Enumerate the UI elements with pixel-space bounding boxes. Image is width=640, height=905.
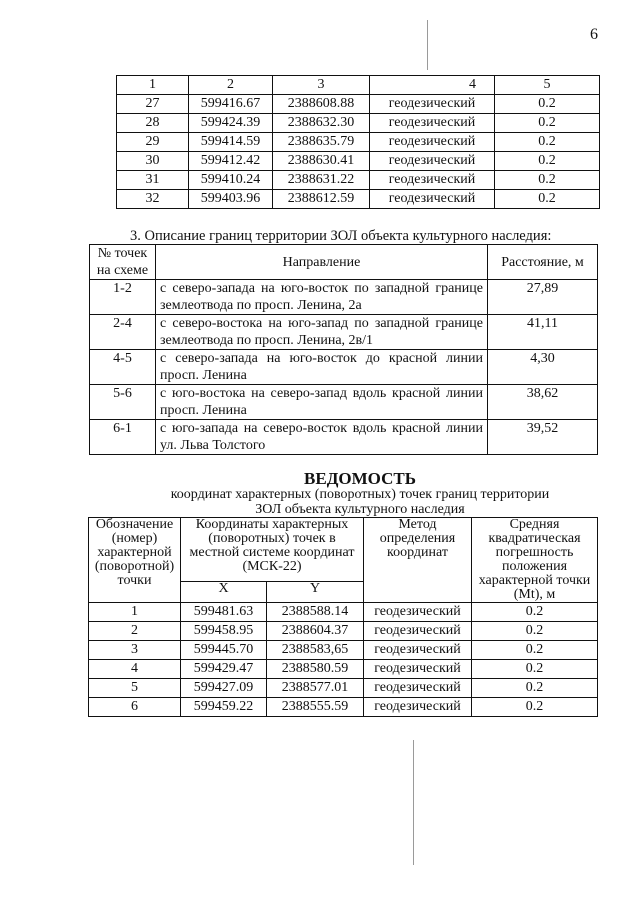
point-number-cell: 1 <box>89 603 181 622</box>
method-cell: геодезический <box>364 679 472 698</box>
method-cell: геодезический <box>364 603 472 622</box>
point-number-cell: 28 <box>117 114 189 133</box>
method-cell: геодезический <box>370 171 495 190</box>
column-number-cell: 2 <box>189 76 273 95</box>
point-number-cell: 32 <box>117 190 189 209</box>
y-coordinate-cell: 2388580.59 <box>267 660 364 679</box>
coordinates-header: Координаты характерных (поворотных) точек в местной системе координат (МСК-22) <box>181 518 364 582</box>
y-coordinate-cell: 2388632.30 <box>273 114 370 133</box>
direction-cell: с юго-запада на северо-восток вдоль красной линии ул. Льва Толстого <box>156 420 488 455</box>
method-cell: геодезический <box>370 190 495 209</box>
scan-artifact-line <box>413 740 414 865</box>
column-number-cell: 3 <box>273 76 370 95</box>
error-cell: 0.2 <box>472 641 598 660</box>
point-number-cell: 2 <box>89 622 181 641</box>
y-coordinate-cell: 2388555.59 <box>267 698 364 717</box>
method-cell: геодезический <box>370 95 495 114</box>
error-cell: 0.2 <box>495 152 600 171</box>
x-header: X <box>181 582 267 603</box>
point-number-cell: 4 <box>89 660 181 679</box>
method-cell: геодезический <box>370 152 495 171</box>
table-row <box>89 698 598 717</box>
points-cell: 1-2 <box>90 280 156 315</box>
table-row <box>89 660 598 679</box>
y-header: Y <box>267 582 364 603</box>
statement-title-block <box>0 470 640 517</box>
error-cell: 0.2 <box>495 190 600 209</box>
designation-header: Обозначение (номер) характерной (поворотной) точки <box>89 518 181 603</box>
table-row <box>90 280 598 315</box>
x-coordinate-cell: 599424.39 <box>189 114 273 133</box>
x-coordinate-cell: 599416.67 <box>189 95 273 114</box>
x-coordinate-cell: 599403.96 <box>189 190 273 209</box>
boundary-description-table <box>89 244 598 455</box>
direction-header: Направление <box>156 245 488 280</box>
y-coordinate-cell: 2388635.79 <box>273 133 370 152</box>
points-cell: 5-6 <box>90 385 156 420</box>
page-number: 6 <box>590 26 598 43</box>
points-cell: 4-5 <box>90 350 156 385</box>
y-coordinate-cell: 2388630.41 <box>273 152 370 171</box>
y-coordinate-cell: 2388608.88 <box>273 95 370 114</box>
distance-cell: 41,11 <box>488 315 598 350</box>
point-number-cell: 6 <box>89 698 181 717</box>
table-row <box>117 152 600 171</box>
table-row <box>90 420 598 455</box>
point-number-cell: 5 <box>89 679 181 698</box>
distance-cell: 39,52 <box>488 420 598 455</box>
coordinates-table-continued <box>116 75 600 209</box>
point-number-cell: 29 <box>117 133 189 152</box>
statement-subtitle: координат характерных (поворотных) точек границ территории <box>170 487 550 502</box>
table-header-row <box>90 245 598 280</box>
table-row <box>117 95 600 114</box>
points-header: № точек на схеме <box>90 245 156 280</box>
table-row <box>90 315 598 350</box>
table-row <box>90 385 598 420</box>
table-header-row <box>89 518 598 582</box>
direction-cell: с северо-запада на юго-восток по западной границе землеотвода по просп. Ленина, 2а <box>156 280 488 315</box>
column-number-cell: 1 <box>117 76 189 95</box>
error-cell: 0.2 <box>472 679 598 698</box>
table-row <box>89 603 598 622</box>
scan-artifact-line <box>427 20 428 70</box>
point-number-cell: 3 <box>89 641 181 660</box>
x-coordinate-cell: 599427.09 <box>181 679 267 698</box>
method-cell: геодезический <box>364 660 472 679</box>
points-cell: 6-1 <box>90 420 156 455</box>
method-cell: геодезический <box>370 114 495 133</box>
point-number-cell: 30 <box>117 152 189 171</box>
table-row <box>90 350 598 385</box>
direction-cell: с северо-востока на юго-запад по западной границе землеотвода по просп. Ленина, 2в/1 <box>156 315 488 350</box>
table-row <box>89 679 598 698</box>
column-number-cell: 5 <box>495 76 600 95</box>
point-number-cell: 31 <box>117 171 189 190</box>
x-coordinate-cell: 599412.42 <box>189 152 273 171</box>
table-row <box>89 641 598 660</box>
error-cell: 0.2 <box>472 698 598 717</box>
distance-cell: 4,30 <box>488 350 598 385</box>
method-header: Метод определения координат <box>364 518 472 603</box>
x-coordinate-cell: 599445.70 <box>181 641 267 660</box>
points-cell: 2-4 <box>90 315 156 350</box>
y-coordinate-cell: 2388604.37 <box>267 622 364 641</box>
table-row <box>117 114 600 133</box>
point-number-cell: 27 <box>117 95 189 114</box>
x-coordinate-cell: 599410.24 <box>189 171 273 190</box>
error-cell: 0.2 <box>495 95 600 114</box>
method-cell: геодезический <box>364 698 472 717</box>
table-row <box>117 190 600 209</box>
statement-subtitle: ЗОЛ объекта культурного наследия <box>255 502 465 517</box>
error-cell: 0.2 <box>472 660 598 679</box>
x-coordinate-cell: 599459.22 <box>181 698 267 717</box>
x-coordinate-cell: 599481.63 <box>181 603 267 622</box>
direction-cell: с юго-востока на северо-запад вдоль красной линии просп. Ленина <box>156 385 488 420</box>
x-coordinate-cell: 599429.47 <box>181 660 267 679</box>
distance-cell: 27,89 <box>488 280 598 315</box>
method-cell: геодезический <box>364 622 472 641</box>
statement-title: ВЕДОМОСТЬ <box>304 469 416 488</box>
direction-cell: с северо-запада на юго-восток до красной линии просп. Ленина <box>156 350 488 385</box>
distance-header: Расстояние, м <box>488 245 598 280</box>
error-cell: 0.2 <box>472 603 598 622</box>
column-number-cell: 4 <box>370 76 495 95</box>
distance-cell: 38,62 <box>488 385 598 420</box>
table-row <box>89 622 598 641</box>
y-coordinate-cell: 2388588.14 <box>267 603 364 622</box>
error-cell: 0.2 <box>495 114 600 133</box>
y-coordinate-cell: 2388631.22 <box>273 171 370 190</box>
section-heading: 3. Описание границ территории ЗОЛ объекта культурного наследия: <box>130 228 552 244</box>
table-row <box>117 171 600 190</box>
y-coordinate-cell: 2388577.01 <box>267 679 364 698</box>
y-coordinate-cell: 2388583,65 <box>267 641 364 660</box>
x-coordinate-cell: 599414.59 <box>189 133 273 152</box>
error-cell: 0.2 <box>495 171 600 190</box>
table-header-row <box>117 76 600 95</box>
table-row <box>117 133 600 152</box>
error-header: Средняя квадратическая погрешность положения характерной точки (Mt), м <box>472 518 598 603</box>
x-coordinate-cell: 599458.95 <box>181 622 267 641</box>
method-cell: геодезический <box>364 641 472 660</box>
y-coordinate-cell: 2388612.59 <box>273 190 370 209</box>
error-cell: 0.2 <box>472 622 598 641</box>
method-cell: геодезический <box>370 133 495 152</box>
error-cell: 0.2 <box>495 133 600 152</box>
coordinates-statement-table <box>88 517 598 717</box>
